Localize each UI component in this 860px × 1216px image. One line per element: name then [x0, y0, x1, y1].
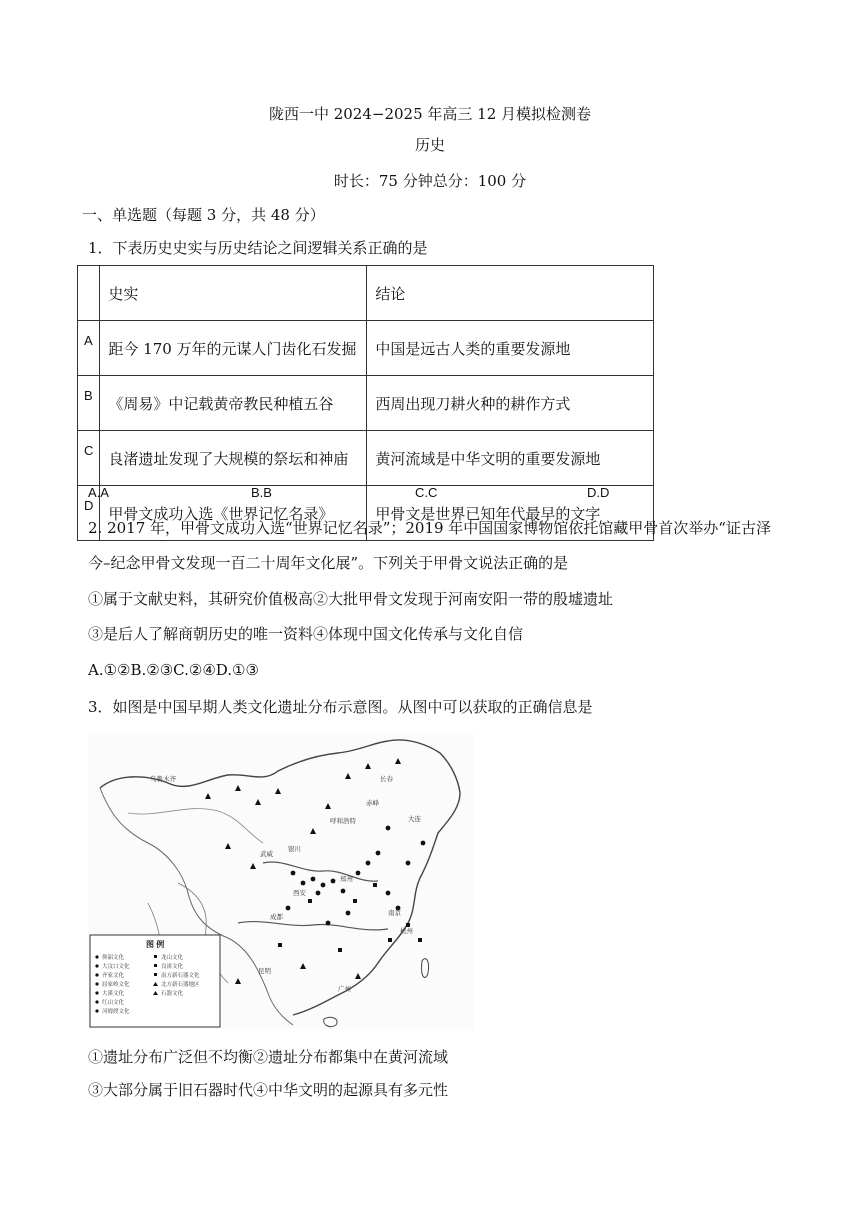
row-conclusion: 黄河流域是中华文明的重要发源地	[367, 431, 654, 486]
q1-option-d: D.D	[587, 485, 610, 500]
legend-item: 北方新石器地区	[161, 982, 200, 988]
map-label: 郑州	[340, 876, 353, 883]
q1-option-a: A.A	[88, 485, 109, 500]
culture-site-map	[88, 733, 474, 1029]
map-label: 赤峰	[366, 800, 379, 807]
q1-option-c: C.C	[415, 485, 438, 500]
legend-item: 石器文化	[161, 991, 184, 997]
map-label: 长春	[380, 776, 393, 783]
q2-line-2: 今–纪念甲骨文发现一百二十周年文化展”。下列关于甲骨文说法正确的是	[88, 554, 569, 572]
legend-title: 图 例	[146, 940, 165, 949]
legend-item: 仰韶文化	[102, 955, 125, 961]
map-label: 大连	[408, 816, 421, 823]
legend-item: 南方新石器文化	[161, 973, 200, 979]
legend-item: 屈家岭文化	[102, 982, 130, 988]
q2-line-1: 2. 2017 年，甲骨文成功入选“世界记忆名录”；2019 年中国国家博物馆依托馆藏甲骨首次举办“证古泽	[88, 519, 771, 537]
row-label: B	[78, 376, 100, 431]
map-drawing	[88, 733, 474, 1029]
q3-stem: 3．如图是中国早期人类文化遗址分布示意图。从图中可以获取的正确信息是	[88, 698, 593, 716]
q1-option-b: B.B	[251, 485, 272, 500]
q2-options: A.①②B.②③C.②④D.①③	[88, 661, 259, 679]
map-label: 武威	[260, 851, 273, 858]
row-conclusion: 西周出现刀耕火种的耕作方式	[367, 376, 654, 431]
map-label: 杭州	[400, 928, 413, 935]
q3-statement-line-1: ①遗址分布广泛但不均衡②遗址分布都集中在黄河流域	[88, 1048, 449, 1066]
q2-line-4: ③是后人了解商朝历史的唯一资料④体现中国文化传承与文化自信	[88, 625, 524, 643]
table-header-fact: 史实	[100, 266, 367, 321]
table-row	[78, 376, 654, 431]
map-label: 呼和浩特	[330, 818, 356, 825]
legend-item: 大溪文化	[102, 991, 125, 997]
row-label: A	[78, 321, 100, 376]
legend-item: 龙山文化	[161, 955, 184, 961]
legend-item: 齐家文化	[102, 973, 125, 979]
map-label: 昆明	[258, 968, 271, 975]
legend-item: 良渚文化	[161, 964, 184, 970]
map-label: 银川	[288, 846, 301, 853]
row-label: D	[78, 486, 100, 541]
map-label: 成都	[270, 914, 283, 921]
exam-meta: 时长：75 分钟总分：100 分	[333, 172, 527, 190]
row-fact: 《周易》中记载黄帝教民种植五谷	[100, 376, 367, 431]
row-conclusion: 甲骨文是世界已知年代最早的文字	[367, 486, 654, 541]
map-label: 南京	[388, 910, 401, 917]
row-fact: 甲骨文成功入选《世界记忆名录》	[100, 486, 367, 541]
table-row	[78, 431, 654, 486]
q2-line-3: ①属于文献史料，其研究价值极高②大批甲骨文发现于河南安阳一带的殷墟遗址	[88, 590, 614, 608]
q3-statement-line-2: ③大部分属于旧石器时代④中华文明的起源具有多元性	[88, 1081, 449, 1099]
legend-item: 河姆渡文化	[102, 1009, 130, 1015]
row-fact: 良渚遗址发现了大规模的祭坛和神庙	[100, 431, 367, 486]
exam-subject: 历史	[414, 136, 445, 154]
section-heading: 一、单选题（每题 3 分，共 48 分）	[82, 206, 325, 224]
map-label: 西安	[293, 890, 306, 897]
q1-table	[77, 265, 654, 541]
legend-item: 红山文化	[102, 1000, 125, 1006]
row-label: C	[78, 431, 100, 486]
row-fact: 距今 170 万年的元谋人门齿化石发掘	[100, 321, 367, 376]
table-row	[78, 321, 654, 376]
table-header-conclusion: 结论	[367, 266, 654, 321]
q1-stem: 1．下表历史史实与历史结论之间逻辑关系正确的是	[88, 239, 428, 257]
table-header-row	[78, 266, 654, 321]
table-cell	[78, 266, 100, 321]
legend-item: 大汶口文化	[102, 964, 130, 970]
map-label: 乌鲁木齐	[150, 776, 176, 783]
map-label: 广州	[338, 986, 351, 993]
exam-title: 陇西一中 2024−2025 年高三 12 月模拟检测卷	[268, 105, 592, 123]
row-conclusion: 中国是远古人类的重要发源地	[367, 321, 654, 376]
